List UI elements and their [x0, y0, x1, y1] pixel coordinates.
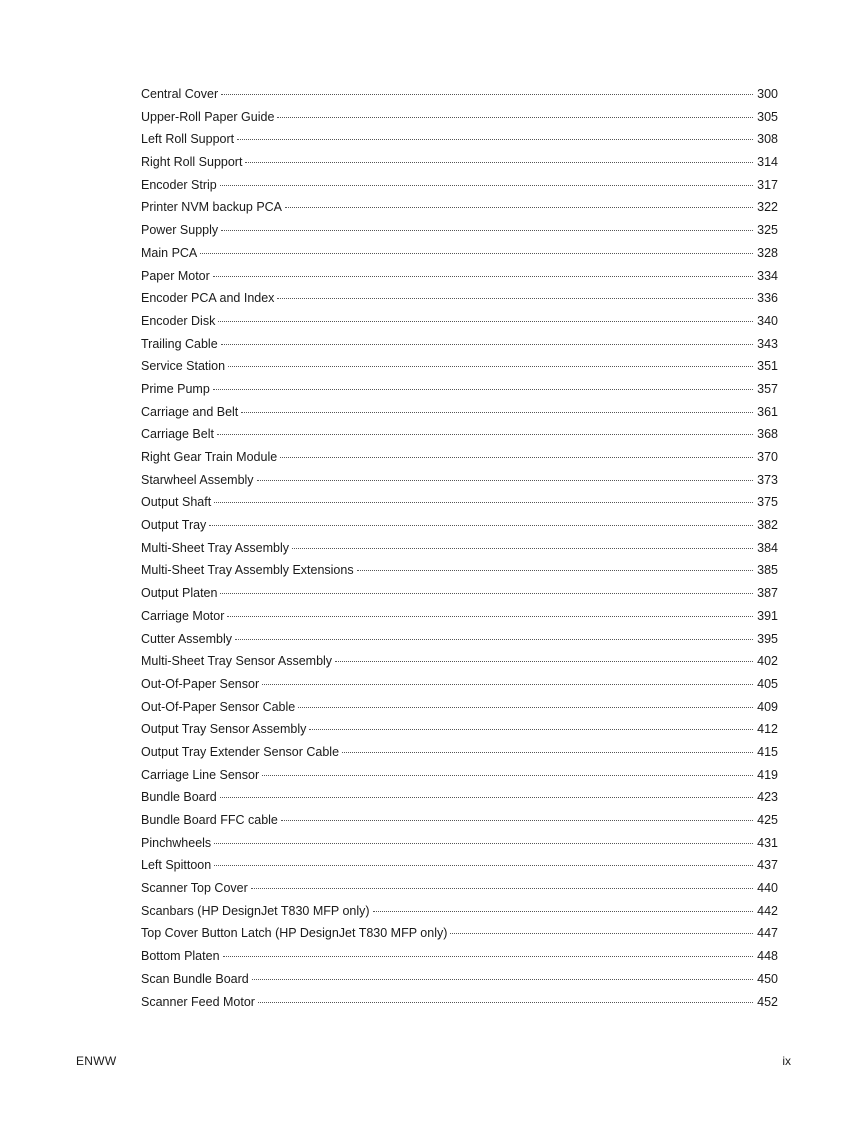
- toc-entry-page-number: 419: [757, 767, 778, 782]
- toc-entry-page-number: 440: [757, 881, 778, 896]
- toc-dot-leader: [258, 1002, 753, 1003]
- toc-entry-title: Multi-Sheet Tray Sensor Assembly: [141, 654, 333, 669]
- toc-entry-title: Output Shaft: [141, 495, 212, 510]
- toc-dot-leader: [251, 888, 753, 889]
- toc-entry-page-number: 395: [757, 631, 778, 646]
- toc-entry-title: Printer NVM backup PCA: [141, 200, 283, 215]
- toc-entry[interactable]: [141, 832, 778, 855]
- toc-entry-page-number: 336: [757, 291, 778, 306]
- toc-entry-page-number: 328: [757, 245, 778, 260]
- toc-entry[interactable]: [141, 401, 778, 424]
- toc-dot-leader: [223, 956, 754, 957]
- toc-dot-leader: [280, 457, 753, 458]
- toc-dot-leader: [220, 185, 753, 186]
- toc-dot-leader: [357, 570, 754, 571]
- toc-entry-title: Upper-Roll Paper Guide: [141, 109, 275, 124]
- toc-entry-title: Cutter Assembly: [141, 631, 233, 646]
- toc-entry[interactable]: [141, 605, 778, 628]
- toc-entry-title: Central Cover: [141, 87, 219, 101]
- toc-entry-title: Pinchwheels: [141, 835, 212, 850]
- toc-dot-leader: [285, 207, 753, 208]
- toc-entry-page-number: 322: [757, 200, 778, 215]
- toc-entry-title: Main PCA: [141, 245, 198, 260]
- toc-dot-leader: [373, 911, 754, 912]
- toc-dot-leader: [235, 639, 753, 640]
- toc-entry[interactable]: [141, 764, 778, 787]
- toc-entry-title: Encoder PCA and Index: [141, 291, 275, 306]
- toc-dot-leader: [335, 661, 753, 662]
- toc-entry[interactable]: [141, 174, 778, 197]
- toc-entry-page-number: 343: [757, 336, 778, 351]
- toc-entry[interactable]: [141, 741, 778, 764]
- toc-dot-leader: [298, 707, 753, 708]
- toc-entry-title: Scanner Feed Motor: [141, 994, 255, 1009]
- toc-dot-leader: [227, 616, 753, 617]
- toc-entry-page-number: 308: [757, 132, 778, 147]
- toc-entry-title: Scanbars (HP DesignJet T830 MFP only): [141, 903, 370, 918]
- toc-entry-page-number: 317: [757, 177, 778, 192]
- toc-entry-page-number: 384: [757, 540, 778, 555]
- toc-entry[interactable]: [141, 446, 778, 469]
- toc-entry-page-number: 415: [757, 744, 778, 759]
- table-of-contents: [141, 83, 778, 1013]
- toc-dot-leader: [237, 139, 753, 140]
- toc-entry-page-number: 373: [757, 472, 778, 487]
- toc-entry-page-number: 442: [757, 903, 778, 918]
- toc-dot-leader: [281, 820, 753, 821]
- toc-entry-title: Scan Bundle Board: [141, 971, 249, 986]
- toc-entry-title: Multi-Sheet Tray Assembly: [141, 540, 289, 555]
- toc-entry-page-number: 448: [757, 949, 778, 964]
- toc-entry-page-number: 405: [757, 676, 778, 691]
- toc-entry[interactable]: [141, 786, 778, 809]
- toc-entry[interactable]: [141, 854, 778, 877]
- toc-entry[interactable]: [141, 900, 778, 923]
- toc-entry[interactable]: [141, 537, 778, 560]
- toc-entry-page-number: 391: [757, 608, 778, 623]
- toc-entry[interactable]: [141, 83, 778, 106]
- toc-dot-leader: [214, 865, 753, 866]
- toc-entry-title: Service Station: [141, 359, 226, 374]
- toc-entry-page-number: 361: [757, 404, 778, 419]
- toc-entry-title: Bundle Board: [141, 790, 217, 805]
- footer-document-code: ENWW: [76, 1054, 117, 1068]
- toc-entry-page-number: 370: [757, 450, 778, 464]
- toc-entry-title: Top Cover Button Latch (HP DesignJet T830 MFP only): [141, 926, 448, 941]
- toc-dot-leader: [221, 94, 753, 95]
- toc-entry-title: Scanner Top Cover: [141, 881, 248, 896]
- toc-entry-page-number: 300: [757, 87, 778, 101]
- toc-entry-title: Encoder Strip: [141, 177, 217, 192]
- toc-entry[interactable]: [141, 219, 778, 242]
- toc-entry[interactable]: [141, 968, 778, 991]
- toc-entry-title: Output Tray: [141, 518, 207, 533]
- toc-entry-title: Multi-Sheet Tray Assembly Extensions: [141, 563, 354, 578]
- toc-dot-leader: [277, 117, 753, 118]
- toc-entry-title: Output Platen: [141, 586, 218, 601]
- toc-entry-title: Carriage Line Sensor: [141, 767, 260, 782]
- toc-dot-leader: [292, 548, 753, 549]
- toc-entry[interactable]: [141, 151, 778, 174]
- toc-entry-title: Out-Of-Paper Sensor: [141, 676, 260, 691]
- toc-entry-title: Encoder Disk: [141, 313, 216, 328]
- toc-entry[interactable]: [141, 718, 778, 741]
- toc-entry-title: Trailing Cable: [141, 336, 218, 351]
- toc-entry[interactable]: [141, 287, 778, 310]
- toc-entry-page-number: 452: [757, 994, 778, 1009]
- toc-entry[interactable]: [141, 491, 778, 514]
- toc-entry-title: Prime Pump: [141, 381, 210, 396]
- toc-dot-leader: [342, 752, 753, 753]
- toc-dot-leader: [209, 525, 753, 526]
- toc-entry-page-number: 385: [757, 563, 778, 578]
- toc-entry-title: Right Gear Train Module: [141, 450, 278, 464]
- toc-entry-page-number: 437: [757, 858, 778, 873]
- toc-entry-page-number: 450: [757, 971, 778, 986]
- toc-entry-page-number: 357: [757, 381, 778, 396]
- toc-entry-page-number: 368: [757, 427, 778, 442]
- toc-dot-leader: [217, 434, 753, 435]
- toc-dot-leader: [213, 276, 753, 277]
- toc-entry-title: Bottom Platen: [141, 949, 220, 964]
- toc-entry-title: Carriage Belt: [141, 427, 214, 442]
- toc-entry-title: Carriage and Belt: [141, 404, 239, 419]
- toc-entry[interactable]: [141, 355, 778, 378]
- toc-dot-leader: [221, 230, 753, 231]
- toc-entry-page-number: 325: [757, 223, 778, 238]
- toc-dot-leader: [450, 933, 753, 934]
- toc-entry[interactable]: [141, 922, 778, 945]
- toc-dot-leader: [277, 298, 753, 299]
- toc-entry[interactable]: [141, 128, 778, 151]
- toc-entry-title: Output Tray Sensor Assembly: [141, 722, 307, 737]
- toc-entry[interactable]: [141, 514, 778, 537]
- toc-entry-page-number: 447: [757, 926, 778, 941]
- toc-entry[interactable]: [141, 106, 778, 129]
- toc-entry[interactable]: [141, 469, 778, 492]
- footer-page-number: ix: [782, 1054, 791, 1068]
- toc-entry[interactable]: [141, 696, 778, 719]
- toc-entry-page-number: 387: [757, 586, 778, 601]
- toc-entry[interactable]: [141, 333, 778, 356]
- toc-entry-page-number: 423: [757, 790, 778, 805]
- toc-entry-title: Left Roll Support: [141, 132, 235, 147]
- toc-entry[interactable]: [141, 196, 778, 219]
- toc-entry-title: Output Tray Extender Sensor Cable: [141, 744, 340, 759]
- toc-entry-page-number: 314: [757, 155, 778, 170]
- toc-entry[interactable]: [141, 991, 778, 1014]
- toc-entry-title: Power Supply: [141, 223, 219, 238]
- toc-entry[interactable]: [141, 809, 778, 832]
- toc-entry-page-number: 425: [757, 813, 778, 827]
- toc-entry[interactable]: [141, 310, 778, 333]
- toc-dot-leader: [262, 775, 753, 776]
- toc-dot-leader: [200, 253, 753, 254]
- toc-entry[interactable]: [141, 242, 778, 265]
- toc-dot-leader: [214, 502, 753, 503]
- toc-entry-page-number: 334: [757, 268, 778, 283]
- toc-entry-page-number: 351: [757, 359, 778, 374]
- toc-entry[interactable]: [141, 582, 778, 605]
- toc-dot-leader: [245, 162, 753, 163]
- toc-entry-title: Starwheel Assembly: [141, 472, 254, 487]
- toc-dot-leader: [218, 321, 753, 322]
- toc-entry[interactable]: [141, 673, 778, 696]
- toc-entry-title: Paper Motor: [141, 268, 210, 283]
- toc-entry-page-number: 382: [757, 518, 778, 533]
- toc-entry-page-number: 402: [757, 654, 778, 669]
- toc-dot-leader: [220, 593, 753, 594]
- toc-entry-title: Out-Of-Paper Sensor Cable: [141, 699, 296, 714]
- toc-entry-page-number: 305: [757, 109, 778, 124]
- toc-entry-page-number: 431: [757, 835, 778, 850]
- toc-entry[interactable]: [141, 877, 778, 900]
- toc-dot-leader: [309, 729, 753, 730]
- toc-dot-leader: [241, 412, 753, 413]
- toc-dot-leader: [257, 480, 754, 481]
- toc-entry-title: Bundle Board FFC cable: [141, 813, 278, 827]
- toc-entry[interactable]: [141, 559, 778, 582]
- toc-entry-page-number: 340: [757, 313, 778, 328]
- toc-entry[interactable]: [141, 265, 778, 288]
- toc-dot-leader: [228, 366, 753, 367]
- toc-entry-page-number: 412: [757, 722, 778, 737]
- toc-entry[interactable]: [141, 650, 778, 673]
- toc-entry-title: Carriage Motor: [141, 608, 225, 623]
- toc-dot-leader: [262, 684, 753, 685]
- toc-entry-title: Left Spittoon: [141, 858, 212, 873]
- toc-entry-page-number: 375: [757, 495, 778, 510]
- toc-entry[interactable]: [141, 628, 778, 651]
- toc-entry-title: Right Roll Support: [141, 155, 243, 170]
- toc-dot-leader: [252, 979, 753, 980]
- toc-dot-leader: [220, 797, 753, 798]
- toc-entry[interactable]: [141, 378, 778, 401]
- toc-dot-leader: [221, 344, 753, 345]
- toc-entry[interactable]: [141, 423, 778, 446]
- toc-dot-leader: [213, 389, 753, 390]
- toc-entry[interactable]: [141, 945, 778, 968]
- toc-dot-leader: [214, 843, 753, 844]
- toc-entry-page-number: 409: [757, 699, 778, 714]
